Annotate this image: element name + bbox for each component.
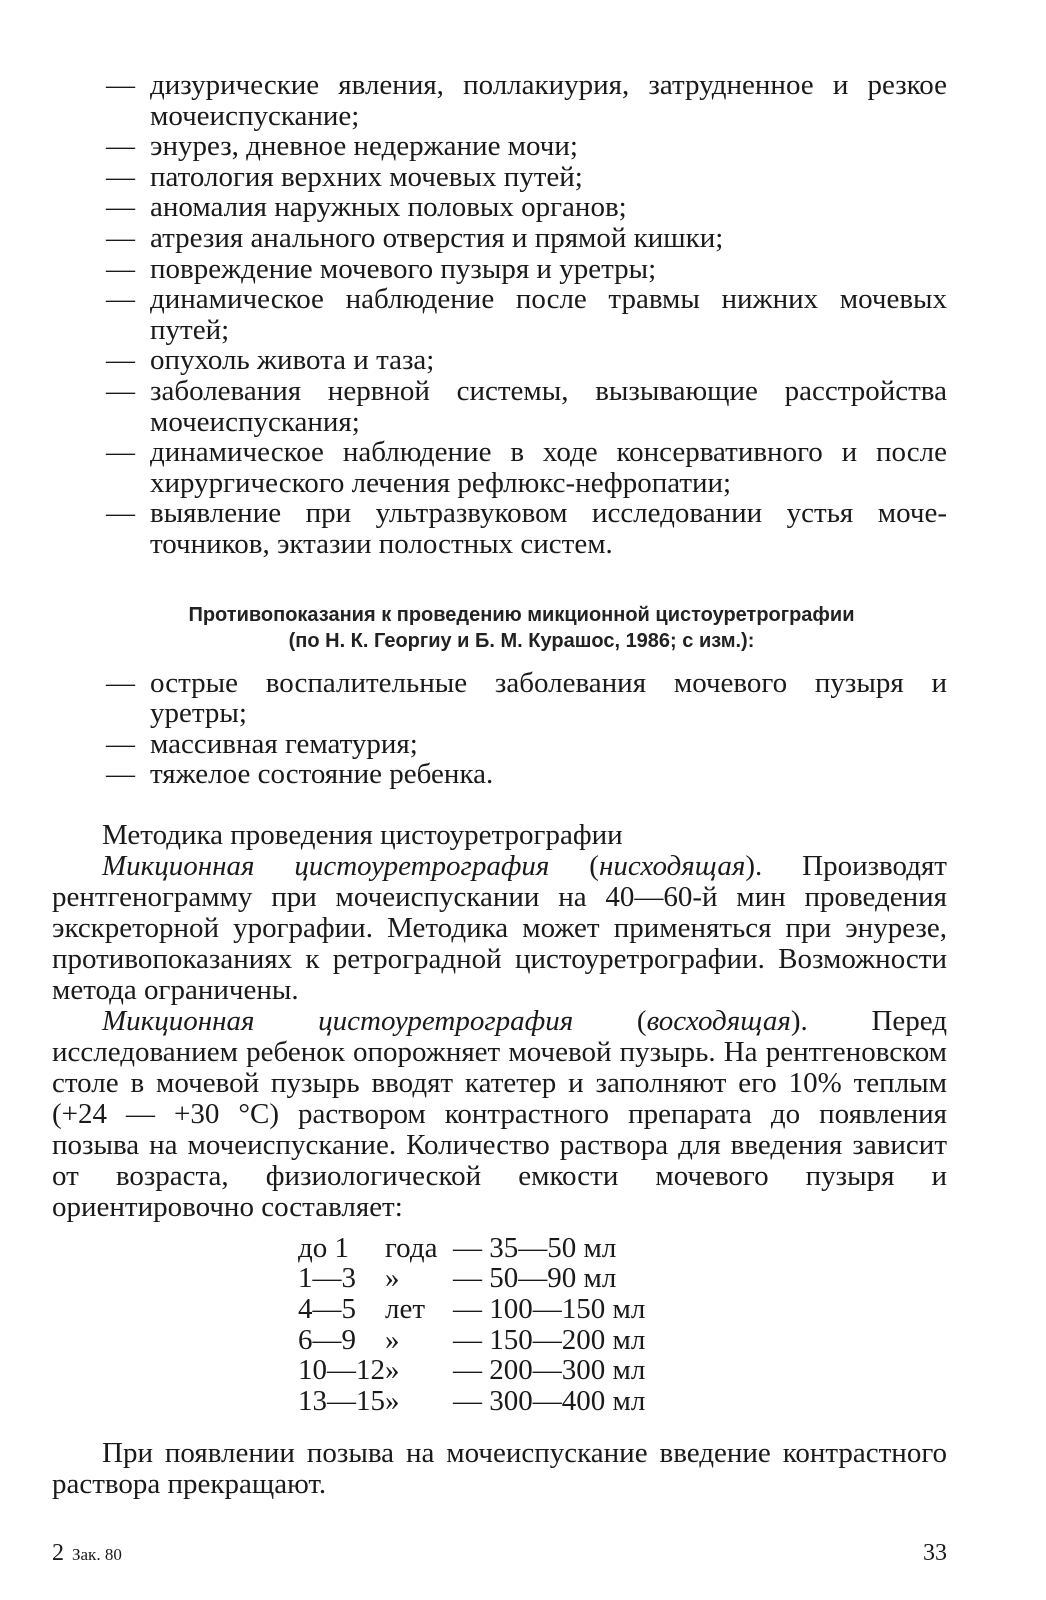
list-item: — дизурические явления, поллакиурия, затрудненное и резкое мочеиспускание; (106, 69, 947, 132)
dash-marker: — (106, 191, 135, 224)
term-italic: Микционная цистоуретрография (102, 849, 550, 882)
table-row (298, 1263, 645, 1294)
unit-cell: » (385, 1323, 400, 1356)
print-order: Зак. 80 (72, 1545, 122, 1564)
age-cell: 1—3 (298, 1262, 356, 1295)
unit-cell: » (385, 1384, 400, 1417)
contraindications-heading (96, 602, 947, 654)
list-item: — атрезия анального отверстия и прямой кишки; (106, 221, 724, 254)
signature-number: 2 (52, 1540, 64, 1566)
paragraph-closing: При появлении позыва на мочеиспускание введение контрастного раствора прекращают. (52, 1437, 947, 1501)
paragraph-ascending: Микционная цистоуретрография (восходящая). Перед исследованием ребенок опорожняет мочевой пузырь. На рентгеновском столе в мочевой пузырь вводят катетер и заполняют его 10% теплым (+24 — +30 °С) раствором контрастного препарата до появления позыва на мочеиспускание. Количество раствора для введения зависит от возраста, физиологической емкости мочевого пузыря и ориентировочно составляет: (52, 1004, 947, 1223)
list-item: — массивная гематурия; (106, 727, 418, 760)
contraindications-list (106, 668, 947, 790)
page-footer (52, 1540, 947, 1570)
table-row (298, 1233, 645, 1264)
dash-marker: — (106, 252, 135, 285)
dash-marker: — (106, 374, 135, 407)
list-item: — аномалия наружных половых органов; (106, 191, 627, 224)
signature-mark (52, 1540, 122, 1567)
volume-cell: — 300—400 мл (453, 1384, 646, 1417)
paragraph-descending: Микционная цистоуретрография (нисходящая). Производят рентгенограмму при мочеиспускании на 40—60-й мин проведения экскреторной урографии. Методика может применяться при энурезе, противопоказаниях к ретроградной цистоуретрографии. Возможности метода ограничены. (52, 849, 947, 1006)
list-item: — повреждение мочевого пузыря и уретры; (106, 252, 657, 285)
table-row (298, 1294, 645, 1325)
paragraph-text: Перед исследованием ребенок опорожняет мочевой пузырь. На рентгеновском столе в мочевой пузырь вводят катетер и заполняют его 10% теплым (+24 — +30 °С) раствором контрастного препарата до появления позыва на мочеиспускание. Количество раствора для введения зависит от возраста, физиологической емкости мочевого пузыря и ориентировочно составляет: (52, 1004, 947, 1223)
volume-cell: — 150—200 мл (453, 1323, 646, 1356)
age-cell: 13—15 (298, 1384, 385, 1417)
dash-marker: — (106, 758, 135, 791)
methods-title: Методика проведения цистоуретрографии (102, 818, 623, 851)
age-cell: 10—12 (298, 1354, 385, 1387)
list-item: — динамическое наблюдение после травмы нижних мочевых путей; (106, 283, 947, 346)
table-row (298, 1325, 645, 1356)
list-item: — динамическое наблюдение в ходе консервативного и после хирургического лечения рефлюкс-нефропатии; (106, 436, 947, 499)
book-page (52, 70, 947, 1500)
volume-cell: — 200—300 мл (453, 1354, 646, 1387)
volume-cell: — 50—90 мл (453, 1262, 617, 1295)
list-item: — заболевания нервной системы, вызывающие расстройства мочеиспускания; (106, 374, 947, 438)
dash-marker: — (106, 727, 135, 760)
dash-marker: — (106, 130, 135, 163)
heading-line: Противопоказания к проведению микционной цистоуретрографии (188, 603, 855, 626)
unit-cell: лет (385, 1293, 426, 1326)
list-item: — энурез, дневное недержание мочи; (106, 130, 578, 163)
indications-list (106, 70, 947, 560)
dash-marker: — (106, 344, 135, 377)
unit-cell: » (385, 1262, 400, 1295)
page-number: 33 (923, 1540, 947, 1566)
volume-cell: — 35—50 мл (453, 1231, 617, 1264)
age-cell: 4—5 (298, 1293, 356, 1326)
list-item: — патология верхних мочевых путей; (106, 160, 583, 193)
heading-line: (по Н. К. Георгиу и Б. М. Курашос, 1986; с изм.): (288, 629, 755, 652)
table-row (298, 1355, 645, 1386)
unit-cell: года (385, 1231, 438, 1264)
list-item: — выявление при ультразвуковом исследовании устья мочеточников, эктазии полостных систем. (106, 497, 947, 560)
dash-marker: — (106, 283, 135, 316)
age-cell: до 1 (298, 1231, 350, 1264)
dash-marker: — (106, 436, 135, 469)
list-item: — опухоль живота и таза; (106, 344, 435, 377)
term-italic: Микционная цистоуретрография (102, 1004, 574, 1037)
list-item: — тяжелое состояние ребенка. (106, 758, 494, 791)
dash-marker: — (106, 160, 135, 193)
dash-marker: — (106, 69, 135, 101)
unit-cell: » (385, 1354, 400, 1387)
table-row (298, 1386, 645, 1417)
dash-marker: — (106, 221, 135, 254)
dash-marker: — (106, 497, 135, 530)
qualifier-italic: восходящая (646, 1004, 791, 1037)
volume-table (298, 1233, 645, 1417)
qualifier-italic: нисходящая (598, 849, 746, 882)
dash-marker: — (106, 666, 135, 699)
age-cell: 6—9 (298, 1323, 356, 1356)
volume-cell: — 100—150 мл (453, 1293, 646, 1326)
list-item: — острые воспалительные заболевания мочевого пузыря и уретры; (106, 666, 947, 730)
paragraph-text: Производят рентгенограмму при мочеиспускании на 40—60-й мин проведения экскреторной урографии. Методика может применяться при энурезе, противопоказаниях к ретроградной цистоуретрографии. Возможности метода ограничены. (52, 849, 947, 1006)
